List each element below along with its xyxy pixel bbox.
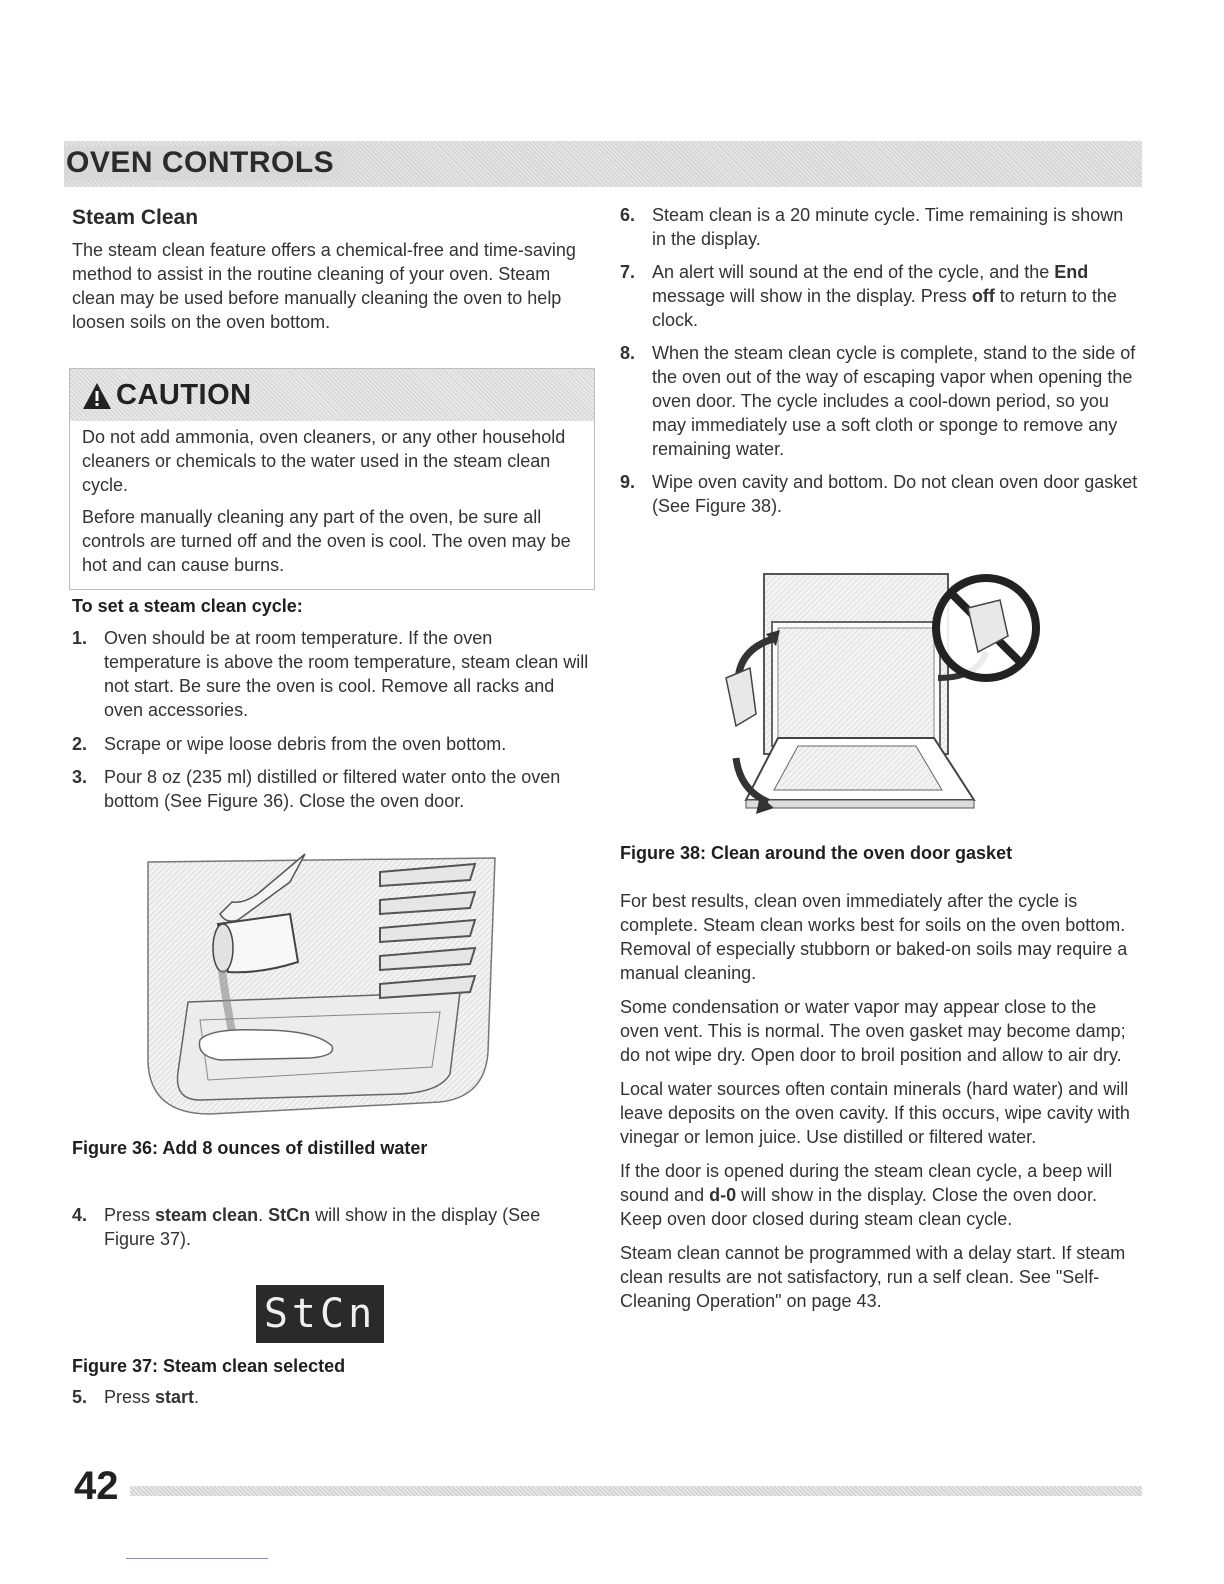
footer-bar	[130, 1486, 1142, 1496]
list-item	[72, 1203, 592, 1251]
right-steps	[620, 203, 1140, 523]
steam-clean-section	[72, 206, 592, 334]
step-number: 6.	[620, 205, 636, 225]
step-number: 1.	[72, 628, 88, 648]
page-number: 42	[74, 1464, 119, 1508]
step-text: Scrape or wipe loose debris from the oven bottom.	[104, 734, 507, 754]
step-text: An alert will sound at the end of the cycle, and the End message will show in the display. Press off to return to the clock.	[652, 262, 1117, 330]
note-paragraph: If the door is opened during the steam clean cycle, a beep will sound and d-0 will show in the display. Close the oven door. Keep oven door closed during steam clean cycle.	[620, 1161, 1113, 1229]
step-text: When the steam clean cycle is complete, stand to the side of the oven out of the way of escaping vapor when opening the oven door. The cycle includes a cool-down period, so you may immediately use a soft cloth or sponge to remove any remaining water.	[652, 343, 1136, 459]
step-number: 8.	[620, 343, 636, 363]
caution-paragraph-1: Do not add ammonia, oven cleaners, or any other household cleaners or chemicals to the water used in the steam clean cycle.	[82, 427, 566, 495]
warning-triangle-icon	[82, 382, 112, 410]
step-number: 9.	[620, 472, 636, 492]
list-item	[620, 260, 1140, 332]
caution-header	[70, 369, 594, 421]
section-header-bar	[64, 141, 1142, 187]
step-number: 2.	[72, 734, 88, 754]
step-text: Wipe oven cavity and bottom. Do not clean oven door gasket (See Figure 38).	[652, 472, 1138, 516]
step-number: 7.	[620, 262, 636, 282]
section-title: OVEN CONTROLS	[64, 146, 360, 180]
caution-box	[69, 368, 595, 590]
figure-37-caption: Figure 37: Steam clean selected	[72, 1356, 346, 1376]
note-paragraph: Some condensation or water vapor may appear close to the oven vent. This is normal. The oven gasket may become damp; do not wipe dry. Open door to broil position and allow to air dry.	[620, 997, 1126, 1065]
set-cycle-heading: To set a steam clean cycle:	[72, 596, 303, 616]
steam-clean-heading: Steam Clean	[72, 206, 199, 229]
step-text: Press steam clean. StCn will show in the display (See Figure 37).	[104, 1205, 541, 1249]
list-item	[620, 203, 1140, 251]
list-item	[72, 765, 592, 813]
list-item	[620, 470, 1140, 518]
list-item	[72, 732, 592, 756]
display-readout: StCn	[256, 1285, 384, 1343]
set-cycle-section	[72, 594, 592, 824]
step-number: 5.	[72, 1387, 88, 1407]
step-number: 4.	[72, 1205, 88, 1225]
step-text: Oven should be at room temperature. If the oven temperature is above the room temperature, steam clean will not start. Be sure the oven is cool. Remove all racks and oven accessories.	[104, 628, 589, 720]
list-item	[72, 1385, 592, 1409]
step-text: Press start.	[104, 1387, 200, 1407]
caution-paragraph-2: Before manually cleaning any part of the oven, be sure all controls are turned off and the oven is cool. The oven may be hot and can cause burns.	[82, 507, 571, 575]
list-item	[72, 626, 592, 722]
divider	[126, 1558, 268, 1559]
step-number: 3.	[72, 767, 88, 787]
steam-clean-intro: The steam clean feature offers a chemical-free and time-saving method to assist in the routine cleaning of your oven. Steam clean may be used before manually cleaning the oven to help loosen soils on the oven bottom.	[72, 240, 576, 332]
notes-section	[620, 889, 1140, 1313]
note-paragraph: Steam clean cannot be programmed with a delay start. If steam clean results are not satisfactory, run a self clean. See "Self-Cleaning Operation" on page 43.	[620, 1243, 1126, 1311]
step-text: Pour 8 oz (235 ml) distilled or filtered water onto the oven bottom (See Figure 36). Close the oven door.	[104, 767, 561, 811]
figure-36-caption: Figure 36: Add 8 ounces of distilled water	[72, 1138, 428, 1158]
list-item	[620, 341, 1140, 461]
step-text: Steam clean is a 20 minute cycle. Time remaining is shown in the display.	[652, 205, 1124, 249]
caution-title: CAUTION	[116, 379, 252, 411]
note-paragraph: Local water sources often contain minerals (hard water) and will leave deposits on the oven cavity. If this occurs, wipe cavity with vinegar or lemon juice. Use distilled or filtered water.	[620, 1079, 1130, 1147]
figure-38-caption: Figure 38: Clean around the oven door gasket	[620, 843, 1013, 863]
note-paragraph: For best results, clean oven immediately after the cycle is complete. Steam clean works best for soils on the oven bottom. Removal of especially stubborn or baked-on soils may require a manual cleaning.	[620, 891, 1128, 983]
figure-36-oven-cavity-illustration	[140, 852, 500, 1117]
figure-38-oven-door-illustration	[716, 568, 1046, 820]
